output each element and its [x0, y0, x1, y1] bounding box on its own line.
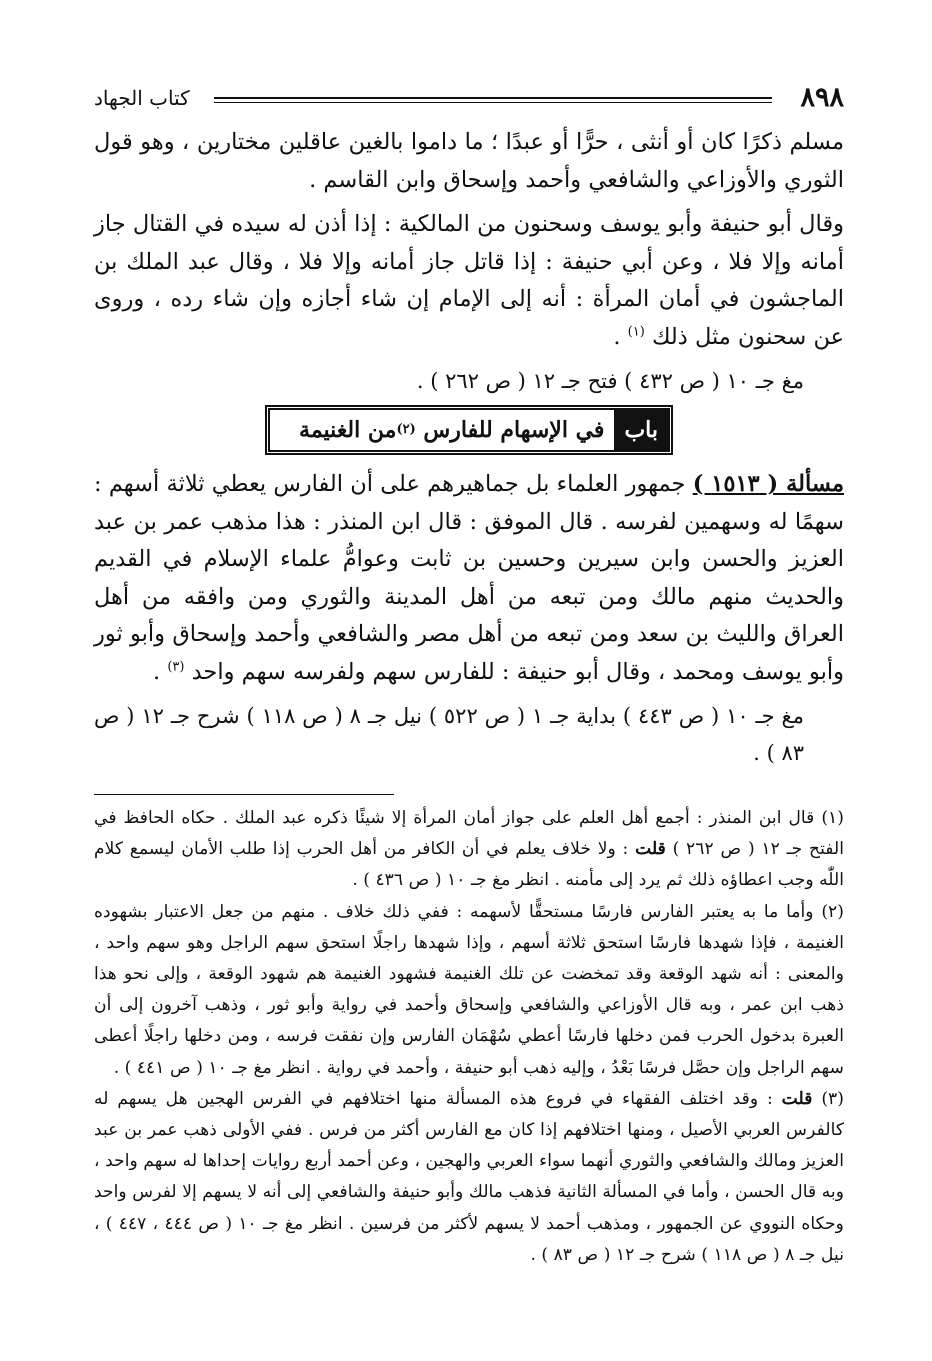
footnote-1-text-a: (١) قال ابن المنذر : أجمع أهل العلم على جواز أمان المرأة إلا شيئًا ذكره عبد الملك . حكاه الحافظ في الفتح جـ ١٢ ( ص ٢٦٢ )	[94, 808, 844, 860]
masala-text: جمهور العلماء بل جماهيرهم على أن الفارس يعطي ثلاثة أسهم : سهمًا له وسهمين لفرسه . قال الموفق : قال ابن المنذر : هذا مذهب عمر بن عبد العزيز والحسن وابن سيرين وحسين بن ثابت وعوامُّ علماء الإسلام في القديم والحديث منهم مالك ومن تبعه من أهل المدينة والثوري ومن وافقه من أهل العراق والليث بن سعد ومن تبعه من أهل مصر والشافعي وأحمد وإسحاق وأبو ثور وأبو يوسف ومحمد ، وقال أبو حنيفة : للفارس سهم ولفرسه سهم واحد	[94, 471, 844, 685]
chapter-title-end: من الغنيمة	[299, 417, 397, 443]
paragraph-2-end: .	[613, 323, 628, 350]
footnote-marker-3: (٣)	[167, 659, 185, 674]
page-number: ٨٩٨	[800, 82, 844, 113]
main-text	[94, 124, 844, 1271]
running-title: كتاب الجهاد	[94, 86, 190, 110]
footnote-1-qult: قلت	[635, 839, 666, 860]
paragraph-2-text: وقال أبو حنيفة وأبو يوسف وسحنون من المالكية : إذا أذن له سيده في القتال جاز أمانه وإلا فلا ، وعن أبي حنيفة : إذا قاتل جاز أمانه وإلا فلا ، وقال عبد الملك بن الماجشون في أمان المرأة : أنه إلى الإمام إن شاء أجازه وإن شاء رده ، وروى عن سحنون مثل ذلك	[94, 211, 844, 350]
footnote-1-text-b: : ولا خلاف يعلم في أن الكافر من أهل الحرب إذا طلب الأمان ليسمع كلام اللّٰه وجب اعطاؤه ذلك ثم يرد إلى مأمنه . انظر مغ جـ ١٠ ( ص ٤٣٦ ) .	[94, 839, 844, 891]
masala-label: مسألة ( ١٥١٣ )	[692, 471, 845, 497]
footnote-3-text: : وقد اختلف الفقهاء في فروع هذه المسألة منها اختلافهم في الفرس الهجين هل يسهم له كالفرس العربي الأصيل ، ومنها اختلافهم إذا كان مع الفارس أكثر من فرس . ففي الأولى ذهب عمر بن عبد العزيز ومالك والشافعي والثوري أنهما سواء العربي والهجين ، وعن أحمد أربع روايات إحداها له سهم واحد ، وبه قال الحسن ، وأما في المسألة الثانية فذهب مالك وأبو حنيفة والشافعي إلى أنه لا يسهم إلا لفرس واحد وحكاه النووي عن الجمهور ، ومذهب أحمد لا يسهم لأكثر من فرسين . انظر مغ جـ ١٠ ( ص ٤٤٤ ، ٤٤٧ ) ، نيل جـ ٨ ( ص ١١٨ ) شرح جـ ١٢ ( ص ٨٣ ) .	[94, 1088, 844, 1265]
footnote-3	[94, 1084, 844, 1271]
footnote-3-qult: قلت	[781, 1088, 813, 1109]
chapter-title: في الإسهام للفارس (٢) من الغنيمة	[299, 417, 605, 443]
paragraph-1: مسلم ذكرًا كان أو أنثى ، حرًّا أو عبدًا ؛ ما داموا بالغين عاقلين مختارين ، وهو قول الثوري والأوزاعي والشافعي وأحمد وإسحاق وابن القاسم .	[94, 129, 844, 193]
footnote-divider	[94, 794, 394, 795]
reference-line-1: مغ جـ ١٠ ( ص ٤٣٢ ) فتح جـ ١٢ ( ص ٢٦٢ ) .	[416, 369, 804, 393]
footnote-1	[94, 803, 844, 897]
reference-line-2: مغ جـ ١٠ ( ص ٤٤٣ ) بداية جـ ١ ( ص ٥٢٢ ) نيل جـ ٨ ( ص ١١٨ ) شرح جـ ١٢ ( ص ٨٣ ) .	[94, 704, 804, 765]
chapter-bab-label: باب	[614, 410, 668, 450]
footnote-3-number: (٣)	[812, 1088, 844, 1109]
footnote-2: (٢) وأما ما به يعتبر الفارس فارسًا مستحقًّا لأسهمه : ففي ذلك خلاف . منهم من جعل الاعتبار بشهوده الغنيمة ، فإذا شهدها فارسًا استحق ثلاثة أسهم ، وإذا شهدها راجلًا استحق سهم الراجل وهو سهم واحد ، والمعنى : أنه شهد الوقعة وقد تمخضت عن تلك الغنيمة فشهود الغنيمة هم شهود الوقعة ، وإلى نحو هذا ذهب ابن عمر ، وبه قال الأوزاعي والشافعي وإسحاق وأحمد في رواية وأبو ثور ، وذهب آخرون إلى أن العبرة بدخول الحرب فمن دخلها فارسًا أعطي سُهْمَان الفارس وإن نفقت فرسه ، ومن دخلها راجلًا أعطى سهم الراجل وإن حصَّل فرسًا بَعْدُ ، وإليه ذهب أبو حنيفة ، وأحمد في رواية . انظر مغ جـ ١٠ ( ص ٤٤١ ) .	[94, 901, 844, 1078]
chapter-title-main: في الإسهام للفارس	[423, 417, 605, 443]
masala-paragraph	[94, 466, 844, 691]
page-header	[94, 82, 844, 118]
chapter-heading	[268, 408, 670, 452]
header-divider	[214, 97, 772, 99]
footnote-marker-1: (١)	[627, 324, 645, 339]
masala-end: .	[153, 658, 168, 685]
paragraph-2	[94, 206, 844, 356]
